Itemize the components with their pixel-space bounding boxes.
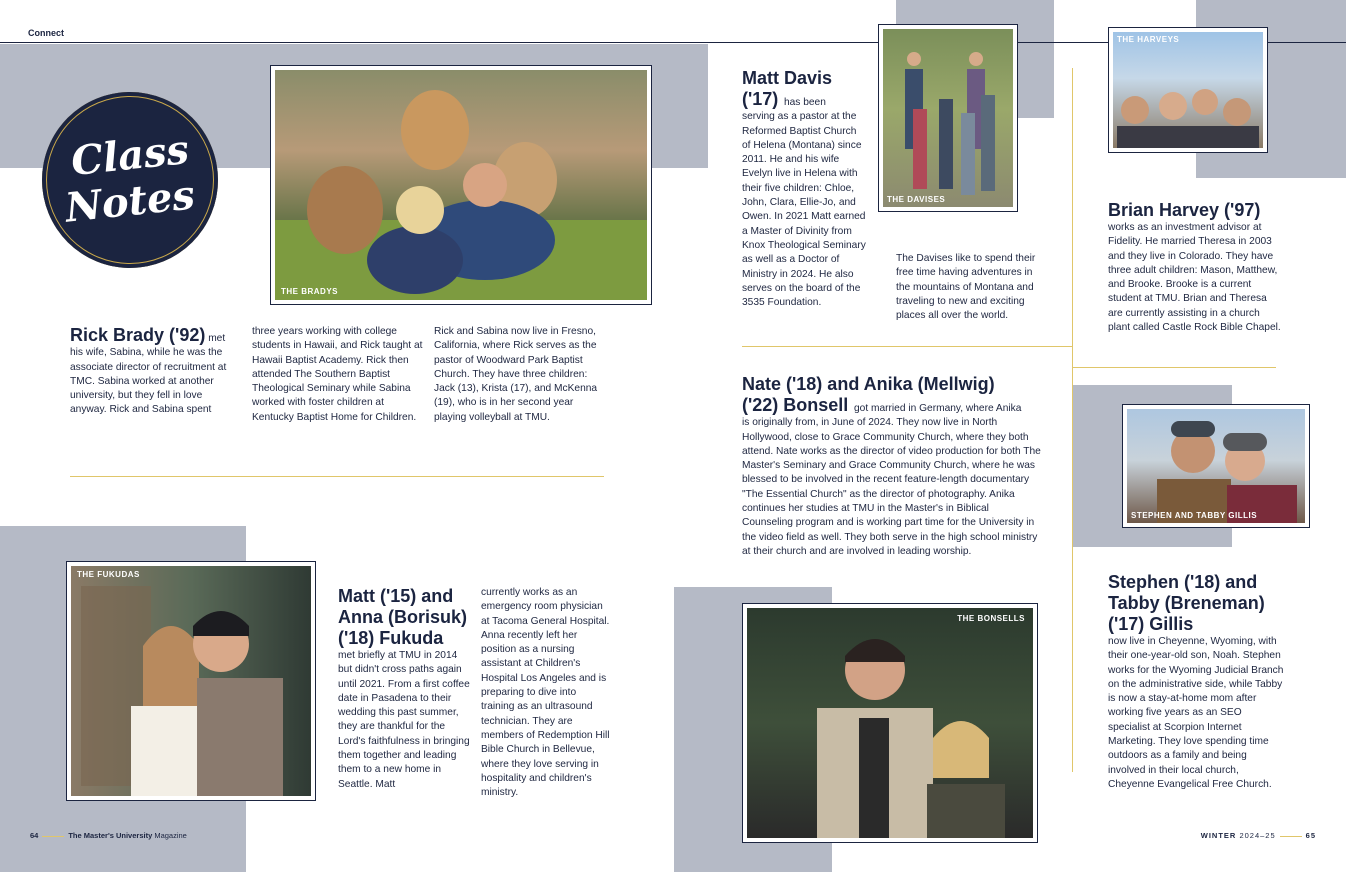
gillis-text — [1108, 572, 1284, 792]
gillis-name-2: Tabby (Breneman) — [1108, 593, 1265, 613]
brady-name: Rick Brady ('92) — [70, 325, 206, 345]
bonsell-name: Nate ('18) and Anika (Mellwig) — [742, 374, 995, 394]
fukuda-body-1: met briefly at TMU in 2014 but didn't cross paths again until 2021. From a first coffee date in Pasadena to their wedding this past summer, they are thankful for the Lord's faithfulness in bringing them together and leading them to a new home in Seattle. Matt — [338, 650, 470, 790]
photo-caption: THE BRADYS — [281, 287, 339, 296]
brady-col-1 — [70, 325, 240, 418]
footer-left — [30, 831, 187, 840]
issue-season: WINTER — [1200, 831, 1237, 840]
divider — [1072, 68, 1073, 772]
family-photo-image — [1113, 32, 1263, 148]
davis-class-year: ('17) — [742, 89, 779, 109]
photo-caption: STEPHEN AND TABBY GILLIS — [1131, 511, 1258, 520]
bonsells-illustration — [747, 608, 1033, 838]
publication-suffix: Magazine — [152, 831, 187, 840]
harveys-illustration — [1113, 32, 1263, 148]
brady-col-3: Rick and Sabina now live in Fresno, California, where Rick serves as the pastor of Woodward Park Baptist Church. They have three children: Jack (13), Krista (17), and McKenna (19), who is in her second year playing volleyball at TMU. — [434, 326, 598, 423]
davises-illustration — [883, 29, 1013, 207]
footer-rule — [42, 836, 64, 837]
divider — [742, 346, 1072, 347]
fukuda-name: Matt ('15) and — [338, 586, 454, 606]
davis-lead: has been — [783, 97, 826, 108]
fukuda-name-2: Anna (Borisuk) — [338, 607, 468, 627]
gillis-name-3: ('17) Gillis — [1108, 614, 1194, 634]
footer-rule — [1280, 836, 1302, 837]
harvey-text — [1108, 200, 1284, 335]
gillis-photo — [1122, 404, 1310, 528]
harvey-name: Brian Harvey ('97) — [1108, 200, 1261, 220]
divider — [70, 476, 604, 477]
photo-caption: THE HARVEYS — [1117, 35, 1180, 44]
divider — [1072, 367, 1276, 368]
badge-line-2: Notes — [63, 171, 197, 232]
bonsell-lead: got married in Germany, where Anika — [853, 403, 1022, 414]
davis-col-1 — [742, 68, 866, 310]
fukuda-col-2: currently works as an emergency room physician at Tacoma General Hospital. Anna recently left her position as a nursing assistant at Children's Hospital Los Angeles and is preparing to dive into training as an ultrasound technician. They are members of Redemption Hill Bible Church in Bellevue, where they love serving in hospitality and children's ministry. — [481, 587, 610, 799]
badge-line-1: Class — [68, 125, 192, 186]
publication-name: The Master's University — [68, 831, 153, 840]
gillis-illustration — [1127, 409, 1305, 523]
page-number-left: 64 — [30, 831, 39, 840]
gillis-name: Stephen ('18) and — [1108, 572, 1258, 592]
fukudas-photo — [66, 561, 316, 801]
photo-caption: THE DAVISES — [887, 195, 946, 204]
bonsell-body: is originally from, in June of 2024. They now live in North Hollywood, close to Grace Community Church, where they both attend. Nate works as the director of video production for both The Master's Seminary and Grace Community Church, where he was blessed to be involved in the recent feature-length documentary "The Essential Church" as the director of photography. Anika continues her studies at TMU in the Master's in Biblical Counseling program and is working part time for the University in the video field as well. They both serve in the high school ministry at their church and are involved in leading worship. — [742, 417, 1041, 557]
class-notes-badge — [42, 92, 218, 268]
fukudas-illustration — [71, 566, 311, 796]
family-photo-image — [883, 29, 1013, 207]
davis-name: Matt Davis — [742, 68, 833, 88]
davis-text-1: serving as a pastor at the Reformed Baptist Church of Helena (Montana) since 2011. He and his wife Evelyn live in Helena with their five children: Chloe, John, Clara, Ellie-Jo, and Owen. In 2021 Matt earned a Master of Divinity from Knox Theological Seminary as well as a Doctor of Ministry in 2024. He also serves on the board of the 3535 Foundation. — [742, 111, 866, 309]
couple-photo-image — [747, 608, 1033, 838]
harvey-body: works as an investment advisor at Fidelity. He married Theresa in 2003 and they live in Colorado. They have three adult children: Mason, Matthew, and Brooke. Brooke is a current student at TMU. Brian and Theresa are currently assisting in a church plant called Castle Rock Bible Chapel. — [1108, 222, 1281, 334]
photo-caption: THE BONSELLS — [957, 614, 1025, 623]
footer-right — [1201, 831, 1316, 840]
fukuda-col-1 — [338, 586, 470, 792]
bonsell-name-2: ('22) Bonsell — [742, 395, 849, 415]
bonsell-text — [742, 374, 1042, 559]
family-photo-image — [275, 70, 647, 300]
gillis-body: now live in Cheyenne, Wyoming, with their one-year-old son, Noah. Stephen works for the Wyoming Judicial Branch on the administrative side, while Tabby is now a stay-at-home mom after working five years as an SEO specialist at Scorpion Internet Marketing. They love spending time outdoors as a family and being involved in their local church, Cheyenne Evangelical Free Church. — [1108, 636, 1284, 790]
brady-text-1: met his wife, Sabina, while he was the associate director of recruitment at TMC. Sabina worked at another university, but they fell in love anyway. Rick and Sabina spent — [70, 333, 227, 416]
bonsells-photo — [742, 603, 1038, 843]
couple-photo-image — [1127, 409, 1305, 523]
bradys-illustration — [275, 70, 647, 300]
brady-col-2: three years working with college students in Hawaii, and Rick taught at Hawaii Baptist Academy. Rick then attended The Southern Baptist Theological Seminary while Sabina worked with foster children at Kentucky Baptist Home for Children. — [252, 326, 423, 423]
couple-photo-image — [71, 566, 311, 796]
bradys-photo — [270, 65, 652, 305]
page-number-right: 65 — [1305, 831, 1316, 840]
photo-caption: THE FUKUDAS — [77, 570, 140, 579]
davis-col-2: The Davises like to spend their free time having adventures in the mountains of Montana and traveling to new and exciting places all over the world. — [896, 253, 1036, 322]
issue-year: 2024–25 — [1239, 831, 1276, 840]
fukuda-name-3: ('18) Fukuda — [338, 628, 444, 648]
section-label: Connect — [28, 28, 64, 38]
davises-photo — [878, 24, 1018, 212]
harveys-photo — [1108, 27, 1268, 153]
